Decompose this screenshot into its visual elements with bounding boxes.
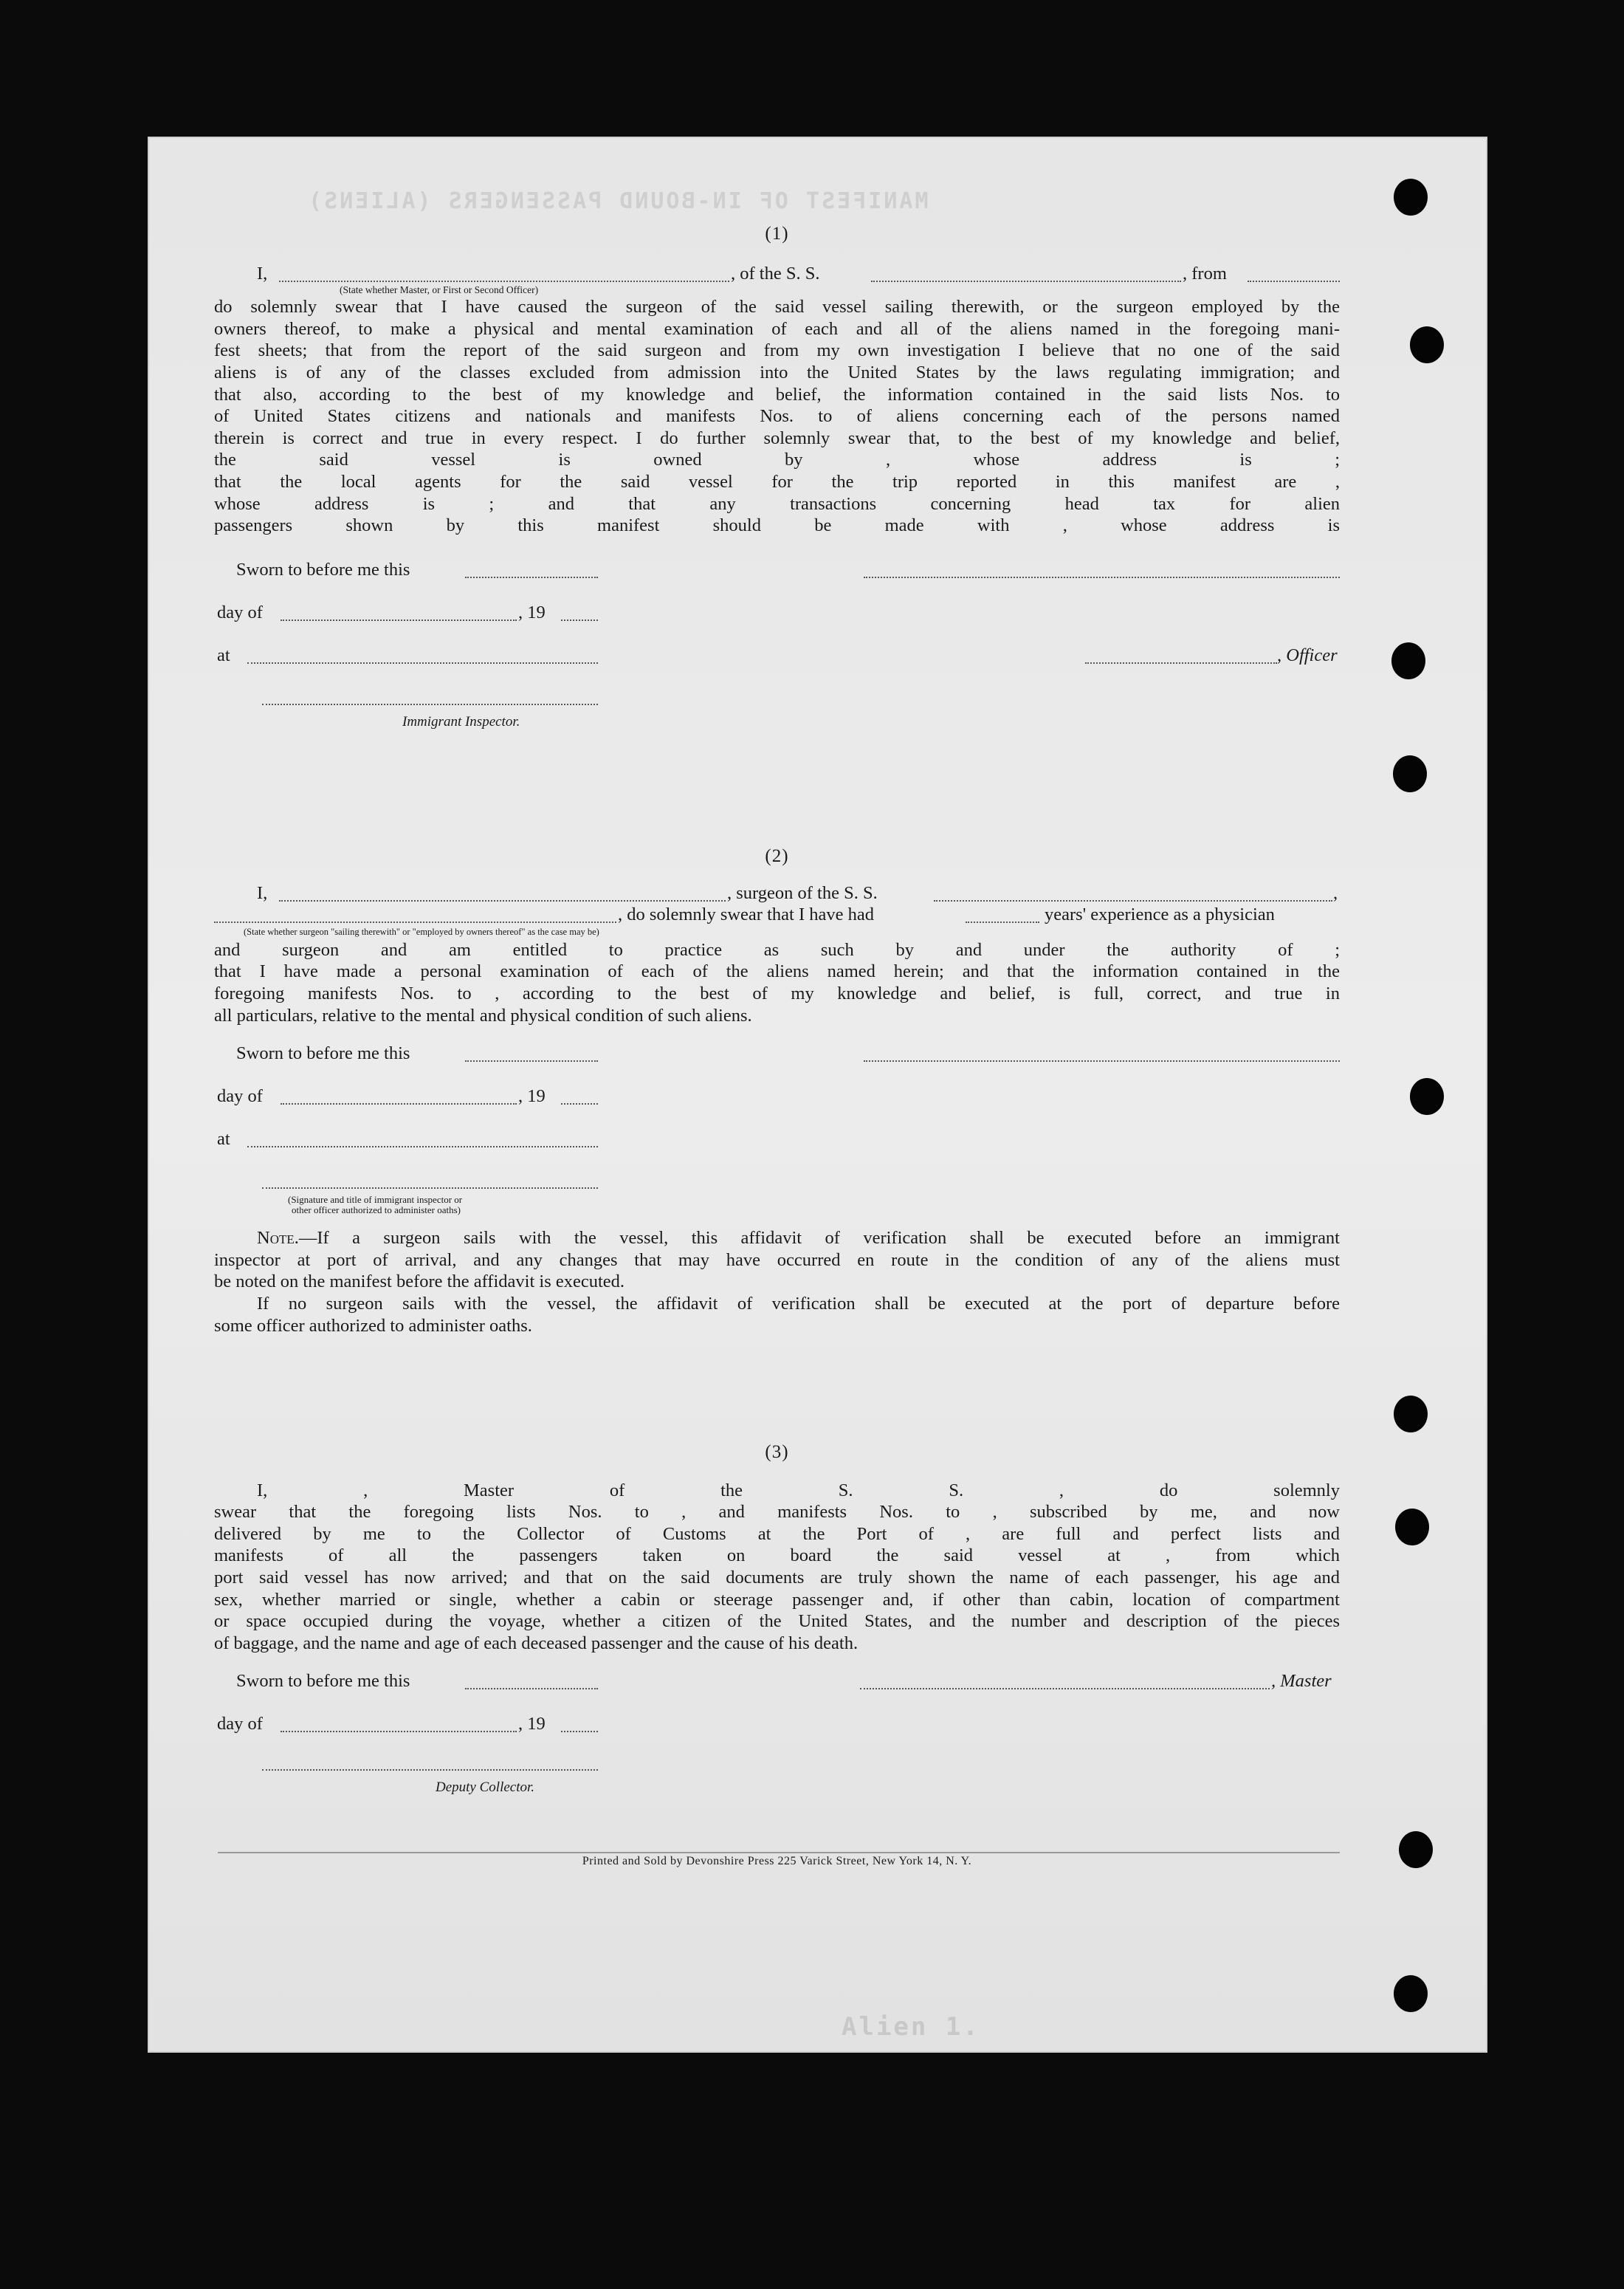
officer-caption: (State whether Master, or First or Second Officer) bbox=[340, 284, 539, 296]
surgeon-name-field[interactable] bbox=[279, 885, 726, 902]
label-of-ss: , of the S. S. bbox=[731, 263, 820, 284]
note-line: be noted on the manifest before the affidavit is executed. bbox=[214, 1272, 625, 1292]
inspector-signature-field[interactable] bbox=[262, 689, 598, 705]
body-line: do solemnly swear that I have caused the surgeon of the said vessel sailing therewith, or the surgeon employed by the bbox=[214, 297, 1340, 318]
years-field[interactable] bbox=[966, 907, 1039, 923]
lists-body bbox=[214, 1480, 1340, 1655]
at-label: at bbox=[217, 645, 230, 665]
day-of-field[interactable] bbox=[281, 1716, 517, 1732]
body-line: fest sheets; that from the report of the said surgeon and from my own investigation I believe that no one of the said bbox=[214, 340, 1340, 361]
printer-imprint: Printed and Sold by Devonshire Press 225 Varick Street, New York 14, N. Y. bbox=[582, 1855, 972, 1867]
affidavit-master-lists bbox=[214, 1441, 1340, 1799]
officer-title-field[interactable] bbox=[1085, 648, 1277, 664]
sig-caption-line: (Signature and title of immigrant inspector or bbox=[288, 1194, 463, 1206]
collector-caption: Deputy Collector. bbox=[436, 1780, 535, 1796]
label-i: I, bbox=[257, 263, 268, 284]
bleed-through-bottom: Alien 1. bbox=[842, 2012, 980, 2042]
punch-hole bbox=[1393, 755, 1427, 792]
body-line: that I have made a personal examination of each of the aliens named herein; and that the information contained in the bbox=[214, 961, 1340, 982]
label-years: years' experience as a physician bbox=[1045, 905, 1275, 925]
sworn-date-field[interactable] bbox=[465, 1673, 598, 1689]
year-field[interactable] bbox=[561, 605, 598, 621]
note bbox=[214, 1227, 1340, 1336]
punch-hole bbox=[1394, 1975, 1428, 2012]
label-i: I, bbox=[257, 882, 268, 903]
body-line: of United States citizens and nationals and manifests Nos. to of aliens concerning each of the persons named bbox=[214, 406, 1340, 427]
surgeon-line bbox=[214, 882, 1340, 905]
note-line: inspector at port of arrival, and any changes that may have occurred en route in the condition of any of the aliens must bbox=[214, 1249, 1340, 1270]
comma: , bbox=[1333, 882, 1338, 903]
body-line: foregoing manifests Nos. to , according to the best of my knowledge and belief, is full, correct, and true in bbox=[214, 983, 1340, 1003]
note-line: some officer authorized to administer oaths. bbox=[214, 1315, 532, 1336]
surgeon-body bbox=[214, 939, 1340, 1026]
label-from: , from bbox=[1183, 263, 1227, 284]
footer-rule bbox=[218, 1852, 1340, 1853]
body-line: therein is correct and true in every respect. I do further solemnly swear that, to the best of my knowledge and belief, bbox=[214, 428, 1340, 448]
body-line: swear that the foregoing lists Nos. to , and manifests Nos. to , subscribed by me, and now bbox=[214, 1502, 1340, 1523]
surgeon-status-field[interactable] bbox=[214, 907, 616, 923]
day-of-label: day of bbox=[217, 602, 263, 622]
day-of-field[interactable] bbox=[281, 1088, 517, 1105]
sworn-date-field[interactable] bbox=[465, 1046, 598, 1062]
body-line: manifests of all the passengers taken on board the said vessel at , from which bbox=[214, 1545, 1340, 1566]
at-field[interactable] bbox=[247, 648, 598, 664]
inspector-caption: Immigrant Inspector. bbox=[402, 713, 520, 730]
punch-hole bbox=[1395, 1509, 1429, 1545]
body-line: owners thereof, to make a physical and mental examination of each and all of the aliens named in the foregoing mani- bbox=[214, 318, 1340, 339]
body-line: that the local agents for the said vessel for the trip reported in this manifest are , bbox=[214, 471, 1340, 492]
day-of-field[interactable] bbox=[281, 605, 517, 621]
sig-caption-line: other officer authorized to administer oaths) bbox=[292, 1204, 461, 1216]
surgeon-signature-field[interactable] bbox=[864, 1046, 1340, 1062]
body-line: all particulars, relative to the mental and physical condition of such aliens. bbox=[214, 1005, 752, 1026]
day-of-label: day of bbox=[217, 1086, 263, 1107]
surgeon-vessel-field[interactable] bbox=[934, 885, 1332, 902]
note-line: If no surgeon sails with the vessel, the affidavit of verification shall be executed at the port of departure before bbox=[257, 1293, 1340, 1314]
sworn-date-field[interactable] bbox=[465, 562, 598, 578]
year-label: , 19 bbox=[518, 1714, 546, 1734]
body-line: delivered by me to the Collector of Customs at the Port of , are full and perfect lists and bbox=[214, 1523, 1340, 1544]
experience-line bbox=[214, 904, 1340, 926]
officer-signature-field[interactable] bbox=[864, 562, 1340, 578]
punch-hole bbox=[1391, 642, 1425, 679]
sworn-label: Sworn to before me this bbox=[236, 1671, 410, 1692]
bleed-through-header: MANIFEST OF IN-BOUND PASSENGERS (ALIENS) bbox=[306, 188, 929, 214]
affidavit-master bbox=[214, 223, 1340, 732]
sworn-label: Sworn to before me this bbox=[236, 559, 410, 580]
body-line: passengers shown by this manifest should be made with , whose address is bbox=[214, 515, 1340, 536]
punch-hole bbox=[1394, 1396, 1428, 1432]
punch-hole bbox=[1410, 1078, 1444, 1115]
master-signature-field[interactable] bbox=[860, 1673, 1270, 1689]
punch-hole bbox=[1394, 179, 1428, 216]
body-line: whose address is ; and that any transactions concerning head tax for alien bbox=[214, 493, 1340, 514]
at-field[interactable] bbox=[247, 1131, 598, 1147]
body-line: sex, whether married or single, whether a cabin or steerage passenger and, if other than cabin, location of compartment bbox=[214, 1589, 1340, 1610]
label-surgeon-of-ss: , surgeon of the S. S. bbox=[727, 882, 878, 903]
day-of-label: day of bbox=[217, 1714, 263, 1734]
master-label: , Master bbox=[1271, 1671, 1332, 1692]
year-field[interactable] bbox=[561, 1088, 598, 1105]
at-label: at bbox=[217, 1129, 230, 1150]
section-number: (3) bbox=[765, 1442, 789, 1462]
sig-caption bbox=[214, 1195, 1340, 1215]
body-line: or space occupied during the voyage, whether a citizen of the United States, and the number and description of the pieces bbox=[214, 1611, 1340, 1632]
vessel-name-field[interactable] bbox=[871, 266, 1181, 282]
body-line: the said vessel is owned by , whose address is ; bbox=[214, 450, 1340, 470]
officer-name-field[interactable] bbox=[279, 266, 729, 282]
section-number: (2) bbox=[765, 846, 789, 866]
officer-label: , Officer bbox=[1277, 645, 1338, 665]
sworn-label: Sworn to before me this bbox=[236, 1043, 410, 1064]
body-line: of baggage, and the name and age of each deceased passenger and the cause of his death. bbox=[214, 1633, 859, 1653]
port-from-field[interactable] bbox=[1248, 266, 1340, 282]
collector-signature-field[interactable] bbox=[262, 1754, 598, 1771]
label-solemnly: , do solemnly swear that I have had bbox=[618, 905, 874, 925]
officer-line bbox=[214, 263, 1340, 285]
body-line: that also, according to the best of my knowledge and belief, the information contained in the said lists Nos. to bbox=[214, 384, 1340, 405]
body-line: port said vessel has now arrived; and that on the said documents are truly shown the name of each passenger, his age and bbox=[214, 1567, 1340, 1588]
body-line: and surgeon and am entitled to practice as such by and under the authority of ; bbox=[214, 939, 1340, 960]
body-line: I, , Master of the S. S. , do solemnly bbox=[257, 1480, 1340, 1500]
note-line: Note.—If a surgeon sails with the vessel, this affidavit of verification shall be executed before an immigrant bbox=[257, 1228, 1340, 1249]
year-field[interactable] bbox=[561, 1716, 598, 1732]
note-label: Note. bbox=[257, 1228, 299, 1249]
punch-hole bbox=[1399, 1831, 1433, 1868]
year-label: , 19 bbox=[518, 1086, 546, 1107]
body-line: aliens is of any of the classes excluded from admission into the United States by the laws regulating immigration; and bbox=[214, 362, 1340, 382]
surgeon-caption: (State whether surgeon "sailing therewith" or "employed by owners thereof" as the case may be) bbox=[244, 926, 599, 937]
section-number: (1) bbox=[765, 224, 789, 244]
punch-hole bbox=[1410, 326, 1444, 363]
affidavit-surgeon bbox=[214, 845, 1340, 1336]
year-label: , 19 bbox=[518, 602, 546, 622]
affidavit-body bbox=[214, 296, 1340, 537]
inspector-signature-field[interactable] bbox=[262, 1173, 598, 1189]
